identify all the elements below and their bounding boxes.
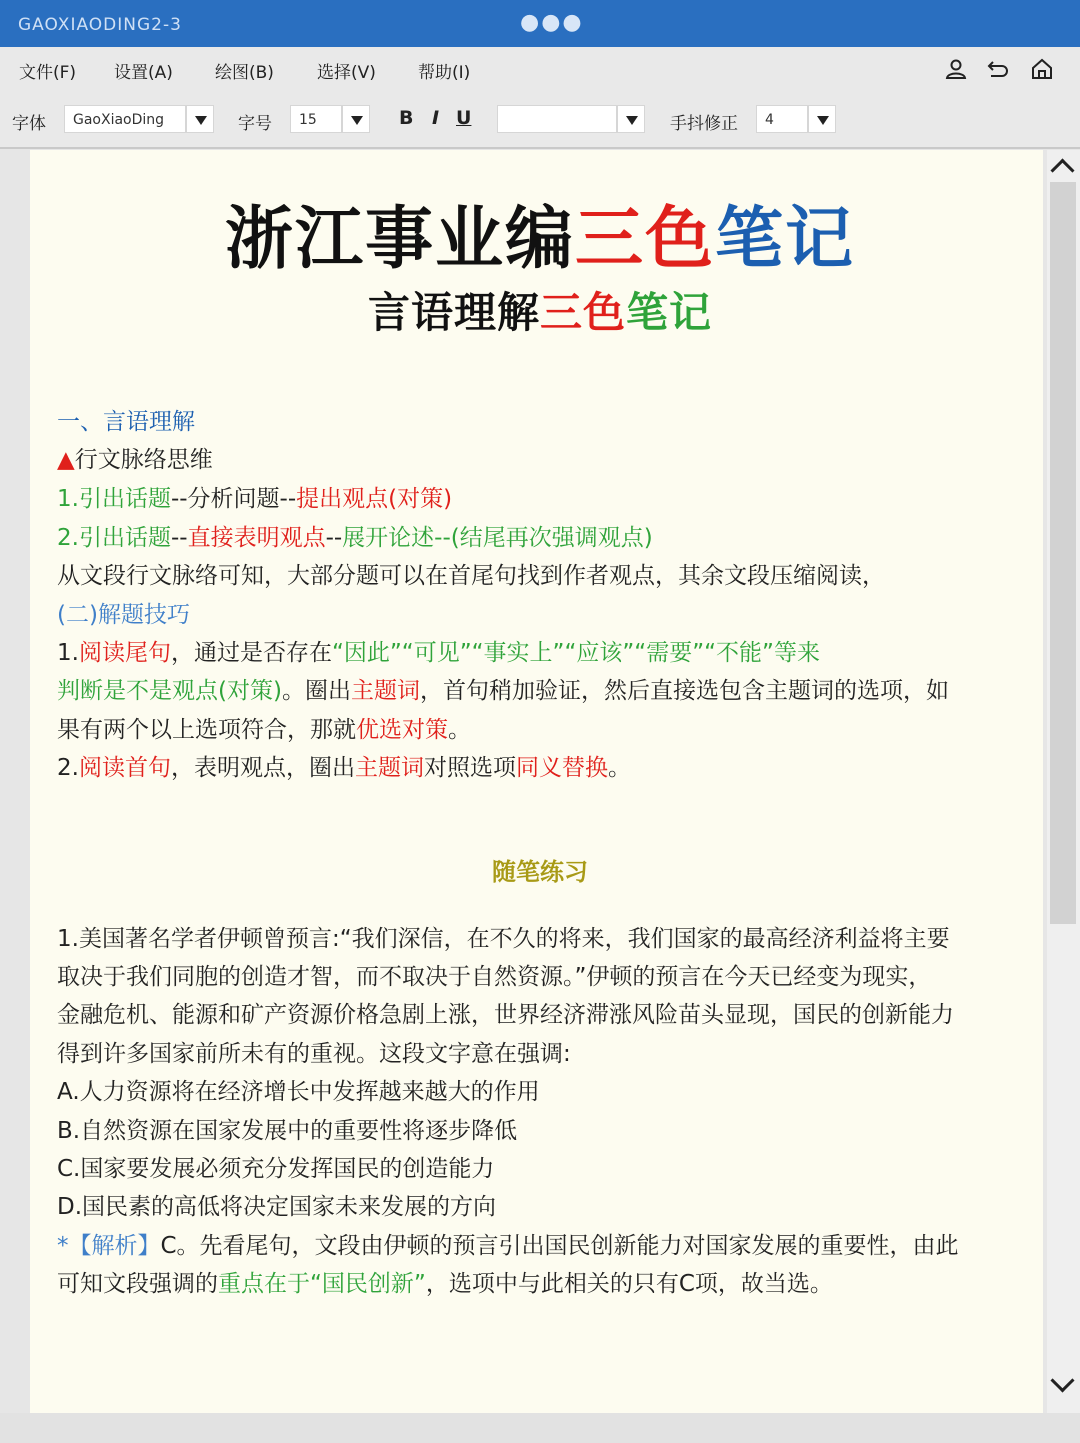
- tip-2-key: 阅读首句: [78, 755, 171, 781]
- shake-correction-select[interactable]: 4: [756, 105, 808, 133]
- option-a: A.人力资源将在经济增长中发挥越来越大的作用: [57, 1079, 540, 1105]
- question-line-4: 得到许多国家前所未有的重视。这段文字意在强调:: [57, 1041, 571, 1067]
- menu-file[interactable]: 文件(F): [19, 63, 77, 83]
- size-label: 字号: [238, 114, 272, 134]
- flow-line-1-a: 1.引出话题: [57, 486, 171, 512]
- tip-1-num: 1.: [57, 640, 79, 666]
- doc-subtitle-red: 三色: [539, 288, 626, 337]
- analysis-text-2a: 可知文段强调的: [57, 1271, 218, 1297]
- tip-1-line-3: [57, 711, 471, 744]
- option-c: C.国家要发展必须充分发挥国民的创造能力: [57, 1156, 495, 1182]
- tip-2-end: 。: [607, 755, 631, 781]
- analysis-text-1: C。先看尾句，文段由伊顿的预言引出国民创新能力对国家发展的重要性，由此: [160, 1233, 959, 1259]
- menu-bar: [0, 47, 1080, 91]
- tip-1-line-2: [57, 672, 949, 705]
- flow-line-2: [57, 519, 653, 552]
- window-dots-icon[interactable]: ●●●: [520, 10, 584, 35]
- tip-1-key: 阅读尾句: [78, 640, 171, 666]
- flow-line-1-c: 提出观点(对策): [296, 486, 453, 512]
- question-line-1: 1.美国著名学者伊顿曾预言:“我们深信，在不久的将来，我们国家的最高经济利益将主要: [57, 926, 950, 952]
- size-dropdown-icon[interactable]: [342, 105, 370, 133]
- subheading-text: 行文脉络思维: [74, 447, 213, 473]
- tip-1-cond: 果有两个以上选项符合，那就: [57, 717, 356, 743]
- doc-subtitle: [0, 280, 1080, 340]
- tip-1-circle: 。圈出: [281, 678, 351, 704]
- doc-subtitle-black: 言语理解: [367, 288, 540, 337]
- doc-subtitle-green: 笔记: [626, 288, 713, 337]
- tip-1-topic: 主题词: [350, 678, 420, 704]
- app-title: GAOXIAODING2-3: [18, 15, 182, 35]
- triangle-icon: ▲: [57, 447, 75, 473]
- font-label: 字体: [12, 114, 46, 134]
- section-heading-1: 一、言语理解: [57, 409, 195, 435]
- undo-icon[interactable]: [986, 57, 1010, 81]
- doc-title-red: 三色: [574, 200, 715, 279]
- analysis-text-2c: ，选项中与此相关的只有C项，故当选。: [425, 1271, 833, 1297]
- doc-title-blue: 笔记: [715, 200, 856, 279]
- tip-1-rest: ，首句稍加验证，然后直接选包含主题词的选项，如: [419, 678, 949, 704]
- tip-2-topic: 主题词: [354, 755, 424, 781]
- bottom-edge: [0, 1413, 1080, 1443]
- practice-title: 随笔练习: [492, 858, 588, 886]
- flow-line-2-b: --: [170, 525, 188, 551]
- shake-correction-label: 手抖修正: [670, 114, 738, 134]
- size-select[interactable]: 15: [290, 105, 342, 133]
- menu-select[interactable]: 选择(V): [317, 63, 376, 83]
- flow-line-1-b: --分析问题--: [170, 486, 297, 512]
- user-icon[interactable]: [944, 57, 968, 81]
- doc-title: [0, 185, 1080, 282]
- tip-2-num: 2.: [57, 755, 79, 781]
- tip-1-line-1: [57, 634, 820, 667]
- option-b: B.自然资源在国家发展中的重要性将逐步降低: [57, 1118, 518, 1144]
- flow-line-2-c: 直接表明观点: [187, 525, 326, 551]
- analysis-label: *【解析】: [57, 1233, 161, 1259]
- font-dropdown-icon[interactable]: [186, 105, 214, 133]
- shake-dropdown-icon[interactable]: [808, 105, 836, 133]
- tip-1-judge: 判断是不是观点(对策): [57, 678, 282, 704]
- tip-2-synonym: 同义替换: [515, 755, 608, 781]
- menu-settings[interactable]: 设置(A): [114, 63, 173, 83]
- title-bar: [0, 0, 1080, 47]
- analysis-line-1: [57, 1227, 959, 1260]
- analysis-line-2: [57, 1265, 833, 1298]
- doc-title-black: 浙江事业编: [224, 200, 575, 279]
- question-line-2: 取决于我们同胞的创造才智，而不取决于自然资源。”伊顿的预言在今天已经变为现实，: [57, 964, 932, 990]
- home-icon[interactable]: [1030, 57, 1054, 81]
- bold-button[interactable]: B: [399, 107, 414, 129]
- tip-1-text: ，通过是否存在: [170, 640, 332, 666]
- menu-help[interactable]: 帮助(I): [418, 63, 471, 83]
- italic-button[interactable]: I: [432, 107, 440, 129]
- format-toolbar: [0, 90, 1080, 149]
- tip-2-text: ，表明观点，圈出: [170, 755, 355, 781]
- scroll-up-icon[interactable]: [1050, 158, 1074, 182]
- scroll-down-icon[interactable]: [1050, 1368, 1074, 1392]
- menu-draw[interactable]: 绘图(B): [215, 63, 274, 83]
- flow-line-2-a: 2.引出话题: [57, 525, 171, 551]
- font-select[interactable]: GaoXiaoDing: [64, 105, 186, 133]
- underline-button[interactable]: U: [456, 107, 472, 129]
- color-select[interactable]: [497, 105, 617, 133]
- section-heading-2: (二)解题技巧: [57, 602, 190, 628]
- tip-1-words: “因此”“可见”“事实上”“应该”“需要”“不能”等来: [331, 640, 820, 666]
- tip-2-line: [57, 749, 631, 782]
- flow-line-1: [57, 480, 452, 513]
- flow-summary: 从文段行文脉络可知，大部分题可以在首尾句找到作者观点，其余文段压缩阅读，: [57, 563, 885, 589]
- tip-2-compare: 对照选项: [423, 755, 516, 781]
- color-dropdown-icon[interactable]: [617, 105, 645, 133]
- flow-line-2-e: 展开论述--(结尾再次强调观点): [342, 525, 653, 551]
- analysis-key: 重点在于“国民创新”: [218, 1271, 426, 1297]
- tip-1-end: 。: [448, 717, 471, 743]
- question-line-3: 金融危机、能源和矿产资源价格急剧上涨，世界经济滞涨风险苗头显现，国民的创新能力: [57, 1002, 954, 1028]
- subheading-flow: [57, 441, 213, 474]
- flow-line-2-d: --: [325, 525, 343, 551]
- tip-1-prefer: 优选对策: [356, 717, 448, 743]
- option-d: D.国民素的高低将决定国家未来发展的方向: [57, 1194, 497, 1220]
